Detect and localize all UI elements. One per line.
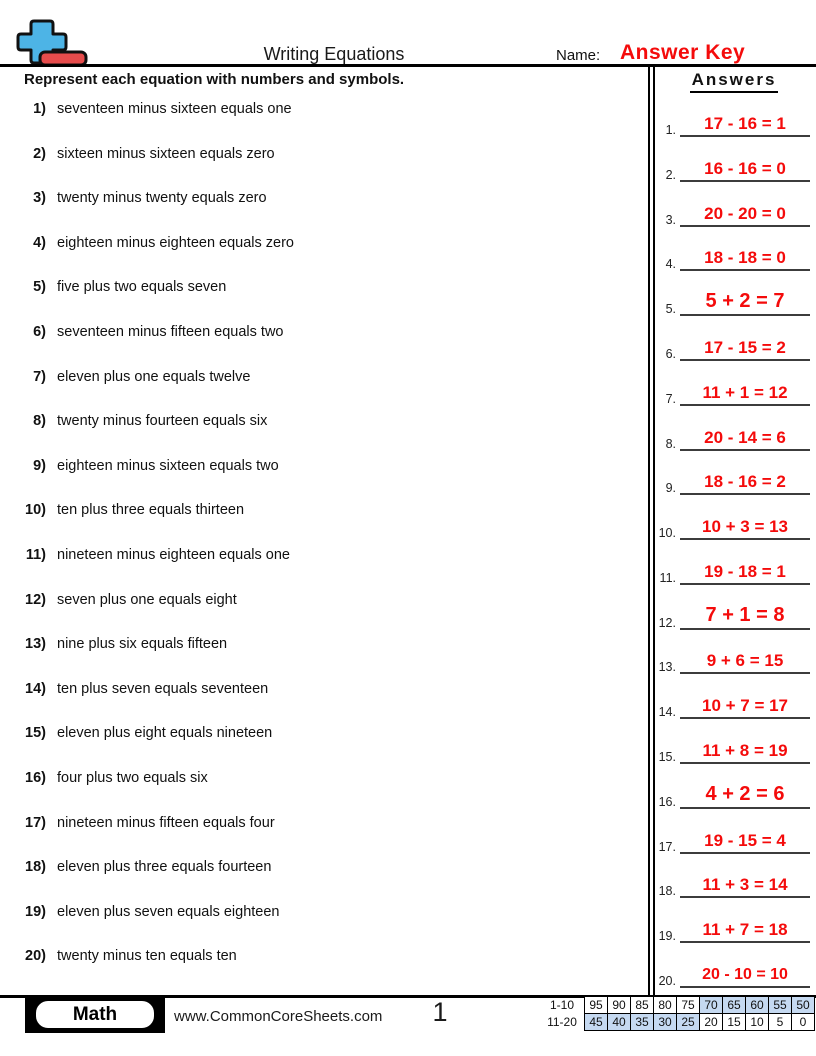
answer-row — [654, 826, 810, 854]
question-text: eleven plus eight equals nineteen — [57, 725, 273, 742]
answer-row — [654, 109, 810, 137]
score-cell: 35 — [631, 1014, 654, 1031]
answer-number: 9. — [665, 481, 676, 496]
answer-value: 9 + 6 = 15 — [680, 652, 810, 674]
question-text: ten plus seven equals seventeen — [57, 680, 269, 697]
question-row — [0, 770, 640, 790]
answer-number: 12. — [658, 615, 676, 630]
question-text: ten plus three equals thirteen — [57, 502, 245, 519]
answer-number: 4. — [665, 257, 676, 272]
answer-value: 11 + 8 = 19 — [680, 742, 810, 764]
subject-badge — [25, 996, 165, 1033]
score-cell: 15 — [723, 1014, 746, 1031]
score-row-label: 1-10 — [549, 998, 575, 1012]
question-text: eleven plus three equals fourteen — [57, 859, 272, 876]
instruction-text: Represent each equation with numbers and symbols. — [24, 71, 405, 88]
answer-value: 19 - 15 = 4 — [680, 832, 810, 854]
question-text: eighteen minus eighteen equals zero — [57, 234, 294, 251]
question-row — [0, 101, 640, 121]
question-row — [0, 815, 640, 835]
website-url: www.CommonCoreSheets.com — [174, 1008, 383, 1025]
score-row-label: 11-20 — [547, 1015, 577, 1029]
question-row — [0, 235, 640, 255]
question-text: four plus two equals six — [57, 770, 208, 786]
question-row — [0, 948, 640, 968]
question-row — [0, 681, 640, 701]
answer-number: 16. — [658, 794, 676, 809]
answer-value: 20 - 10 = 10 — [680, 967, 810, 988]
question-text: eleven plus seven equals eighteen — [57, 903, 280, 920]
answer-number: 2. — [665, 167, 676, 182]
question-row — [0, 502, 640, 522]
score-cell: 95 — [585, 997, 608, 1014]
score-cell: 65 — [723, 997, 746, 1014]
answer-value: 11 + 7 = 18 — [680, 921, 810, 943]
answer-row — [654, 736, 810, 764]
answer-value: 18 - 16 = 2 — [680, 473, 810, 495]
score-cell: 80 — [654, 997, 677, 1014]
answer-value: 11 + 3 = 14 — [680, 876, 810, 898]
score-cell: 20 — [700, 1014, 723, 1031]
score-cell: 10 — [746, 1014, 769, 1031]
score-cell: 70 — [700, 997, 723, 1014]
question-number: 8) — [33, 413, 46, 430]
answer-number: 10. — [658, 526, 676, 541]
question-text: nineteen minus fifteen equals four — [57, 814, 275, 831]
score-cell: 90 — [608, 997, 631, 1014]
answer-value: 10 + 7 = 17 — [680, 697, 810, 719]
question-number: 13) — [25, 636, 46, 653]
answer-number: 1. — [665, 123, 676, 137]
score-table — [540, 996, 815, 1031]
question-row — [0, 324, 640, 344]
question-number: 9) — [33, 457, 46, 474]
name-label: Name: — [556, 47, 601, 64]
question-number: 20) — [25, 948, 46, 965]
answer-value: 19 - 18 = 1 — [680, 563, 810, 585]
answer-value: 18 - 18 = 0 — [680, 249, 810, 271]
answer-number: 7. — [665, 391, 676, 406]
answer-row — [654, 915, 810, 943]
score-cell: 25 — [677, 1014, 700, 1031]
question-number: 17) — [25, 814, 46, 831]
answer-value: 5 + 2 = 7 — [680, 291, 810, 316]
answer-row — [654, 378, 810, 406]
answer-number: 17. — [658, 839, 676, 854]
answer-row — [654, 288, 810, 316]
question-text: seven plus one equals eight — [57, 591, 237, 608]
answer-value: 7 + 1 = 8 — [680, 605, 810, 630]
answer-row — [654, 467, 810, 495]
score-table-row — [540, 1014, 815, 1031]
question-number: 16) — [25, 770, 46, 786]
score-cell: 60 — [746, 997, 769, 1014]
answer-key-label: Answer Key — [620, 41, 746, 64]
answer-number: 20. — [658, 974, 676, 988]
question-row — [0, 636, 640, 656]
question-number: 4) — [33, 234, 46, 251]
answer-number: 6. — [665, 346, 676, 361]
question-row — [0, 725, 640, 745]
answer-row — [654, 870, 810, 898]
answer-number: 15. — [658, 750, 676, 765]
question-text: twenty minus fourteen equals six — [57, 413, 268, 430]
question-number: 7) — [33, 368, 46, 385]
score-table-row — [540, 997, 815, 1014]
score-cell: 50 — [792, 997, 815, 1014]
page-title: Writing Equations — [263, 44, 405, 64]
question-row — [0, 146, 640, 166]
answer-number: 18. — [658, 884, 676, 899]
answer-value: 20 - 20 = 0 — [680, 205, 810, 227]
question-number: 14) — [25, 680, 46, 697]
score-cell: 55 — [769, 997, 792, 1014]
question-row — [0, 592, 640, 612]
answer-value: 4 + 2 = 6 — [680, 784, 810, 809]
answer-number: 19. — [658, 929, 676, 944]
question-number: 19) — [25, 903, 46, 920]
answer-row — [654, 333, 810, 361]
question-number: 18) — [25, 859, 46, 876]
answer-row — [654, 960, 810, 988]
subject-badge-label: Math — [34, 999, 156, 1030]
score-cell: 75 — [677, 997, 700, 1014]
answer-number: 5. — [665, 302, 676, 317]
header-rule — [0, 64, 816, 67]
question-row — [0, 859, 640, 879]
answer-number: 14. — [658, 705, 676, 720]
answers-title: Answers — [690, 70, 779, 93]
answer-value: 16 - 16 = 0 — [680, 160, 810, 182]
question-row — [0, 458, 640, 478]
question-row — [0, 413, 640, 433]
question-number: 15) — [25, 725, 46, 742]
question-text: twenty minus ten equals ten — [57, 948, 237, 965]
answer-row — [654, 691, 810, 719]
answer-row — [654, 557, 810, 585]
answer-number: 11. — [659, 570, 676, 585]
question-number: 6) — [33, 324, 46, 340]
answer-row — [654, 243, 810, 271]
score-cell: 85 — [631, 997, 654, 1014]
question-row — [0, 190, 640, 210]
question-text: eighteen minus sixteen equals two — [57, 457, 279, 474]
answer-row — [654, 646, 810, 674]
score-cell: 5 — [769, 1014, 792, 1031]
question-text: nine plus six equals fifteen — [57, 636, 228, 653]
question-text: nineteen minus eighteen equals one — [57, 547, 290, 563]
score-cell: 0 — [792, 1014, 815, 1031]
question-row — [0, 547, 640, 567]
question-number: 10) — [25, 502, 46, 519]
answer-value: 10 + 3 = 13 — [680, 518, 810, 540]
question-row — [0, 904, 640, 924]
answers-column-header — [656, 70, 812, 93]
page-number: 1 — [432, 997, 448, 1027]
answer-number: 3. — [665, 212, 676, 227]
answer-number: 8. — [665, 436, 676, 451]
score-cell: 40 — [608, 1014, 631, 1031]
score-cell: 30 — [654, 1014, 677, 1031]
answer-value: 11 + 1 = 12 — [680, 384, 810, 406]
answer-value: 17 - 15 = 2 — [680, 339, 810, 361]
question-number: 11) — [25, 547, 46, 563]
answer-row — [654, 154, 810, 182]
question-row — [0, 279, 640, 299]
question-text: sixteen minus sixteen equals zero — [57, 145, 275, 162]
score-cell: 45 — [585, 1014, 608, 1031]
question-number: 5) — [33, 279, 46, 296]
question-text: twenty minus twenty equals zero — [57, 190, 267, 207]
question-text: five plus two equals seven — [57, 279, 227, 296]
answer-value: 20 - 14 = 6 — [680, 429, 810, 451]
question-text: seventeen minus fifteen equals two — [57, 324, 284, 340]
answer-row — [654, 512, 810, 540]
answer-row — [654, 602, 810, 630]
question-number: 2) — [33, 145, 46, 162]
question-row — [0, 369, 640, 389]
question-number: 3) — [33, 190, 46, 207]
answer-row — [654, 423, 810, 451]
question-text: seventeen minus sixteen equals one — [57, 101, 292, 117]
answer-number: 13. — [658, 660, 676, 675]
question-number: 12) — [25, 591, 46, 608]
question-text: eleven plus one equals twelve — [57, 368, 251, 385]
answer-row — [654, 781, 810, 809]
answer-row — [654, 199, 810, 227]
answer-value: 17 - 16 = 1 — [680, 115, 810, 137]
question-number: 1) — [33, 101, 46, 117]
